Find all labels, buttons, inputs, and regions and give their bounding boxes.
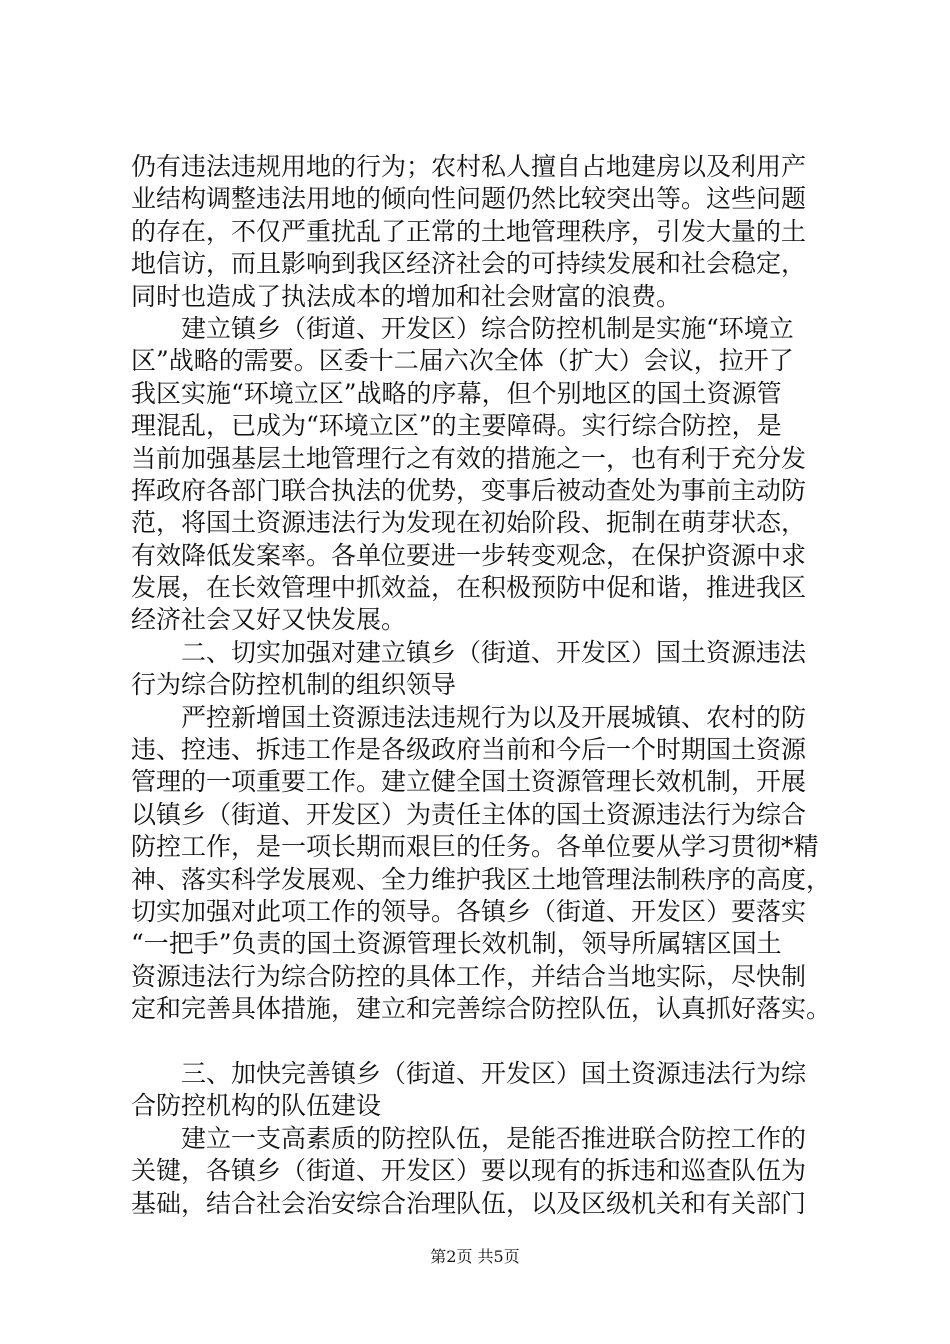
text-line: 资源违法行为综合防控的具体工作，并结合当地实际，尽快制: [131, 961, 807, 991]
text-line: 挥政府各部门联合执法的优势，变事后被动查处为事前主动防: [131, 475, 807, 505]
text-line: 定和完善具体措施，建立和完善综合防控队伍，认真抓好落实。: [131, 994, 832, 1024]
text-line: 仍有违法违规用地的行为；农村私人擅自占地建房以及利用产: [131, 152, 807, 181]
text-line: 合防控机构的队伍建设: [131, 1091, 382, 1121]
text-line: 范，将国土资源违法行为发现在初始阶段、扼制在萌芽状态，: [131, 508, 807, 538]
text-line: 我区实施“环境立区”战略的序幕，但个别地区的国土资源管: [131, 378, 782, 408]
text-line: 有效降低发案率。各单位要进一步转变观念，在保护资源中求: [131, 540, 807, 570]
text-line: 发展，在长效管理中抓效益，在积极预防中促和谐，推进我区: [131, 573, 807, 603]
document-body: [131, 151, 831, 1220]
text-line: “一把手”负责的国土资源管理长效机制，领导所属辖区国土: [131, 929, 782, 959]
text-line: 违、控违、拆违工作是各级政府当前和今后一个时期国土资源: [131, 735, 807, 765]
text-line: 神、落实科学发展观、全力维护我区土地管理法制秩序的高度，: [131, 864, 832, 894]
text-line: 同时也造成了执法成本的增加和社会财富的浪费。: [131, 281, 682, 311]
text-line: 严控新增国土资源违法违规行为以及开展城镇、农村的防: [131, 702, 807, 732]
text-line: 当前加强基层土地管理行之有效的措施之一，也有利于充分发: [131, 443, 807, 473]
text-line: 三、加快完善镇乡（街道、开发区）国土资源违法行为综: [131, 1058, 807, 1088]
blank-line: [131, 1026, 831, 1058]
page-number: 第2页 共5页: [430, 1247, 520, 1266]
text-line: 建立镇乡（街道、开发区）综合防控机制是实施“环境立: [131, 313, 794, 343]
text-line: 业结构调整违法用地的倾向性问题仍然比较突出等。这些问题: [131, 184, 807, 214]
text-line: 地信访，而且影响到我区经济社会的可持续发展和社会稳定，: [131, 249, 807, 279]
text-line: 区”战略的需要。区委十二届六次全体（扩大）会议，拉开了: [131, 346, 794, 376]
text-line: 基础，结合社会治安综合治理队伍，以及区级机关和有关部门: [131, 1188, 807, 1218]
text-line: 以镇乡（街道、开发区）为责任主体的国土资源违法行为综合: [131, 799, 807, 829]
text-line: 经济社会又好又快发展。: [131, 605, 407, 635]
text-line: 理混乱，已成为“环境立区”的主要障碍。实行综合防控，是: [131, 411, 782, 441]
text-line: 管理的一项重要工作。建立健全国土资源管理长效机制，开展: [131, 767, 807, 797]
text-line: 建立一支高素质的防控队伍，是能否推进联合防控工作的: [131, 1123, 807, 1153]
text-line: 行为综合防控机制的组织领导: [131, 670, 457, 700]
text-line: 切实加强对此项工作的领导。各镇乡（街道、开发区）要落实: [131, 896, 807, 926]
text-line: 防控工作，是一项长期而艰巨的任务。各单位要从学习贯彻*精: [131, 832, 819, 862]
text-line: 关键，各镇乡（街道、开发区）要以现有的拆违和巡查队伍为: [131, 1156, 807, 1186]
text-line: 二、切实加强对建立镇乡（街道、开发区）国土资源违法: [131, 637, 807, 667]
text-line: 的存在，不仅严重扰乱了正常的土地管理秩序，引发大量的土: [131, 216, 807, 246]
